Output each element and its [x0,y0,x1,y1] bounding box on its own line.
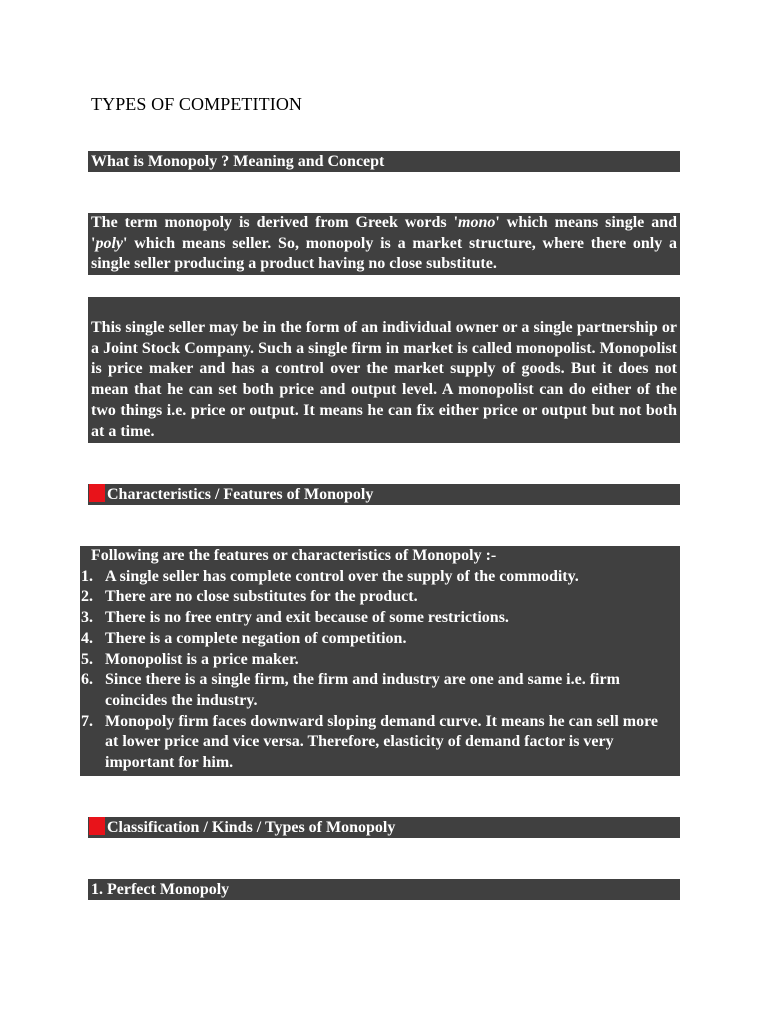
list-item [80,712,680,774]
list-item-text: There are no close substitutes for the product. [105,588,418,606]
red-square-icon [89,484,105,502]
list-item [80,629,680,650]
section-heading-text: Classification / Kinds / Types of Monopoly [107,819,396,836]
section-heading-text: Characteristics / Features of Monopoly [107,486,374,503]
list-item-text: Since there is a single firm, the firm and industry are one and same i.e. firm coincides the industry. [105,671,620,709]
section-heading-features [88,484,680,505]
section-heading-classification [88,817,680,838]
list-item [80,608,680,629]
list-number: 6. [81,671,93,689]
section-heading-text: What is Monopoly ? Meaning and Concept [91,153,385,170]
features-list [80,567,680,774]
list-item [80,587,680,608]
list-number: 4. [81,629,93,647]
features-list-box [80,546,680,776]
list-item-text: Monopolist is a price maker. [105,650,299,668]
list-item-text: There is no free entry and exit because of some restrictions. [105,609,509,627]
paragraph-text: This single seller may be in the form of an individual owner or a single partnership or a Joint Stock Company. Such a single firm in market is called monopolist. Monopolist is price maker and has a control over the market supply of goods. But it does not mean that he can set both price and output level. A monopolist can do either of the two things i.e. price or output. It means he can fix either price or output but not both at a time. [91,319,677,440]
list-item [80,670,680,711]
list-item-text: Monopoly firm faces downward sloping demand curve. It means he can sell more at lower price and vice versa. Therefore, elasticity of demand factor is very important for him. [105,712,659,772]
italic-term: poly [95,234,123,252]
page-title: TYPES OF COMPETITION [91,94,303,114]
list-item-text: There is a complete negation of competition. [105,629,407,647]
list-number: 1. [81,567,93,585]
red-square-icon [89,817,105,835]
list-number: 3. [81,609,93,627]
list-item [80,650,680,671]
section-heading-text: 1. Perfect Monopoly [91,881,230,898]
section-heading-monopoly [88,151,680,172]
paragraph-text: ' which means single and ' [91,214,678,252]
list-number: 7. [81,712,93,730]
paragraph-text: ' which means seller. So, monopoly is a market structure, where there only a single seller producing a product having no close substitute. [91,234,677,273]
list-number: 5. [81,650,93,668]
list-item-text: A single seller has complete control over the supply of the commodity. [105,567,579,585]
paragraph-text: The term monopoly is derived from Greek words ' [91,214,459,231]
list-number: 2. [81,588,93,606]
list-item [80,567,680,588]
paragraph-monopoly-definition [88,213,680,275]
paragraph-single-seller [88,297,680,443]
section-heading-perfect-monopoly [88,879,680,900]
features-intro: Following are the features or characteristics of Monopoly :- [91,547,497,564]
italic-term: mono [458,214,496,231]
